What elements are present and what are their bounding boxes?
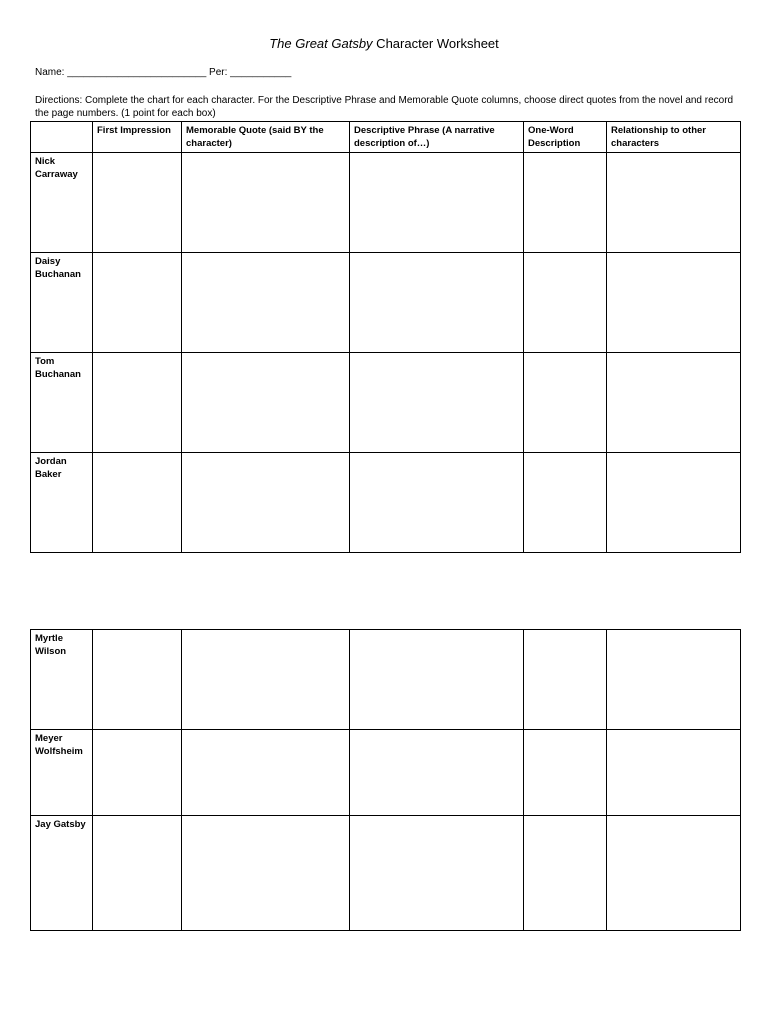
answer-cell[interactable] <box>93 153 182 253</box>
answer-cell[interactable] <box>93 730 182 816</box>
answer-cell[interactable] <box>607 453 741 553</box>
character-name: Nick Carraway <box>31 153 93 253</box>
table-row <box>31 453 741 553</box>
answer-cell[interactable] <box>607 816 741 931</box>
table-row <box>31 353 741 453</box>
answer-cell[interactable] <box>350 730 524 816</box>
header-first-impression: First Impression <box>93 122 182 153</box>
table-row <box>31 153 741 253</box>
table-header-row <box>31 122 741 153</box>
table-row <box>31 730 741 816</box>
table-row <box>31 253 741 353</box>
answer-cell[interactable] <box>93 253 182 353</box>
table-row <box>31 816 741 931</box>
answer-cell[interactable] <box>607 253 741 353</box>
title-italic: The Great Gatsby <box>269 36 373 51</box>
character-name: Jordan Baker <box>31 453 93 553</box>
answer-cell[interactable] <box>524 253 607 353</box>
answer-cell[interactable] <box>607 630 741 730</box>
answer-cell[interactable] <box>607 353 741 453</box>
answer-cell[interactable] <box>350 816 524 931</box>
answer-cell[interactable] <box>524 353 607 453</box>
answer-cell[interactable] <box>350 253 524 353</box>
header-descriptive-phrase: Descriptive Phrase (A narrative description of…) <box>350 122 524 153</box>
answer-cell[interactable] <box>350 153 524 253</box>
answer-cell[interactable] <box>524 730 607 816</box>
answer-cell[interactable] <box>182 453 350 553</box>
answer-cell[interactable] <box>524 816 607 931</box>
answer-cell[interactable] <box>350 453 524 553</box>
answer-cell[interactable] <box>93 816 182 931</box>
character-name: Daisy Buchanan <box>31 253 93 353</box>
answer-cell[interactable] <box>182 630 350 730</box>
answer-cell[interactable] <box>607 730 741 816</box>
character-table-top <box>30 121 741 553</box>
answer-cell[interactable] <box>607 153 741 253</box>
directions-text: Directions: Complete the chart for each character. For the Descriptive Phrase and Memorable Quote columns, choose direct quotes from the novel and record the page numbers. (1 point for each box) <box>35 95 734 119</box>
answer-cell[interactable] <box>182 730 350 816</box>
answer-cell[interactable] <box>524 153 607 253</box>
answer-cell[interactable] <box>182 253 350 353</box>
character-name: Jay Gatsby <box>31 816 93 931</box>
answer-cell[interactable] <box>93 630 182 730</box>
character-name: Tom Buchanan <box>31 353 93 453</box>
title-rest: Character Worksheet <box>372 36 499 51</box>
header-relationship: Relationship to other characters <box>607 122 741 153</box>
name-period-line: Name: _________________________ Per: ___________ <box>35 67 292 78</box>
page-title <box>0 36 768 51</box>
answer-cell[interactable] <box>524 453 607 553</box>
answer-cell[interactable] <box>182 816 350 931</box>
header-memorable-quote: Memorable Quote (said BY the character) <box>182 122 350 153</box>
table-row <box>31 630 741 730</box>
answer-cell[interactable] <box>524 630 607 730</box>
character-table-bottom <box>30 629 741 931</box>
answer-cell[interactable] <box>350 630 524 730</box>
answer-cell[interactable] <box>93 453 182 553</box>
answer-cell[interactable] <box>182 353 350 453</box>
answer-cell[interactable] <box>350 353 524 453</box>
character-name: Meyer Wolfsheim <box>31 730 93 816</box>
character-name: Myrtle Wilson <box>31 630 93 730</box>
header-one-word: One-Word Description <box>524 122 607 153</box>
header-corner <box>31 122 93 153</box>
answer-cell[interactable] <box>93 353 182 453</box>
answer-cell[interactable] <box>182 153 350 253</box>
